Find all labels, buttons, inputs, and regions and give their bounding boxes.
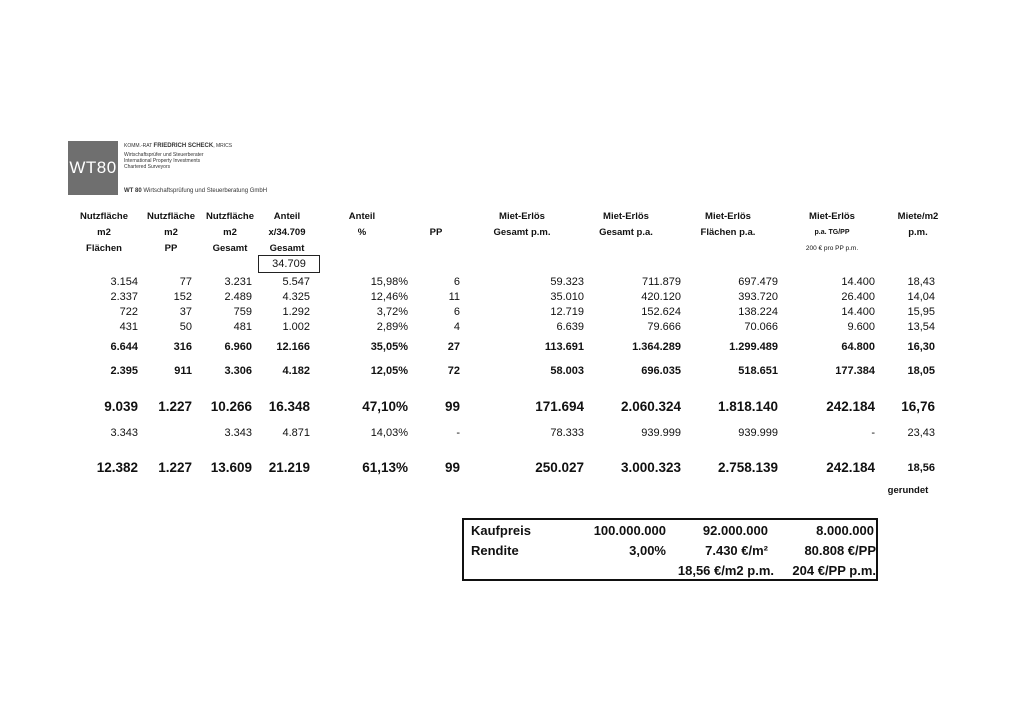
table-cell: 518.651 — [738, 365, 778, 377]
column-header: Gesamt — [212, 243, 248, 254]
table-cell: 431 — [119, 321, 138, 333]
table-cell: 3.000.323 — [620, 460, 681, 475]
total-area-box: 34.709 — [258, 255, 320, 273]
column-header: % — [357, 227, 367, 238]
letterhead-line3: Chartered Surveyors — [124, 164, 171, 170]
table-cell: 12.382 — [96, 460, 138, 475]
table-cell: 21.219 — [268, 460, 310, 475]
column-header: Flächen — [86, 243, 122, 254]
column-header: x/34.709 — [268, 227, 306, 238]
column-header: Miet-Erlös — [499, 211, 545, 222]
price-per-m2: 7.430 €/m² — [705, 543, 768, 558]
kaufpreis-total: 100.000.000 — [593, 523, 666, 538]
table-cell: 1.227 — [158, 460, 192, 475]
column-header: Gesamt p.a. — [599, 227, 653, 238]
table-cell: 99 — [444, 460, 460, 475]
table-cell: 1.292 — [282, 306, 310, 318]
table-cell: 696.035 — [641, 365, 681, 377]
table-cell: - — [456, 427, 460, 439]
letterhead-name: KOMM.-RAT FRIEDRICH SCHECK, MRICS — [124, 143, 233, 149]
table-cell: 9.039 — [104, 399, 138, 414]
column-header: p.m. — [908, 227, 928, 238]
table-cell: 759 — [233, 306, 252, 318]
table-cell: 1.227 — [158, 399, 192, 414]
table-cell: 12.719 — [550, 306, 584, 318]
table-cell: 14,04 — [907, 291, 935, 303]
table-cell: 1.299.489 — [729, 341, 778, 353]
column-header: Anteil — [348, 211, 376, 222]
column-header: Nutzfläche — [205, 211, 255, 222]
table-cell: 481 — [233, 321, 252, 333]
table-cell: 50 — [179, 321, 192, 333]
table-cell: 113.691 — [544, 341, 584, 353]
table-cell: 1.364.289 — [632, 341, 681, 353]
column-header: Gesamt p.m. — [493, 227, 551, 238]
table-cell: 77 — [179, 276, 192, 288]
table-cell: 4.871 — [282, 427, 310, 439]
table-cell: 4.325 — [282, 291, 310, 303]
column-header: PP — [429, 227, 443, 238]
table-cell: 26.400 — [841, 291, 875, 303]
column-header: Miet-Erlös — [809, 211, 855, 222]
table-cell: 14.400 — [841, 276, 875, 288]
column-header: Flächen p.a. — [700, 227, 756, 238]
table-cell: 61,13% — [362, 460, 408, 475]
table-cell: 4.182 — [282, 365, 310, 377]
table-cell: 12.166 — [276, 341, 310, 353]
table-cell: 4 — [453, 321, 460, 333]
table-cell: 2.395 — [110, 365, 138, 377]
table-cell: 72 — [447, 365, 460, 377]
table-cell: 3,72% — [376, 306, 408, 318]
table-cell: 711.879 — [642, 276, 681, 288]
table-cell: 152 — [173, 291, 192, 303]
table-cell: 1.818.140 — [717, 399, 778, 414]
table-cell: 911 — [174, 365, 192, 377]
table-cell: 420.120 — [641, 291, 681, 303]
table-cell: 47,10% — [362, 399, 408, 414]
column-header: Gesamt — [269, 243, 305, 254]
column-header: p.a. TG/PP — [814, 229, 850, 236]
table-cell: 2.489 — [224, 291, 252, 303]
table-cell: 14,03% — [370, 427, 408, 439]
table-cell: 393.720 — [738, 291, 778, 303]
table-cell: 177.384 — [835, 365, 875, 377]
company-logo: WT80 — [68, 141, 118, 195]
table-cell: 18,56 — [907, 462, 935, 474]
column-header: m2 — [97, 227, 111, 238]
column-header: m2 — [223, 227, 237, 238]
table-cell: 242.184 — [826, 399, 875, 414]
table-cell: 9.600 — [847, 321, 875, 333]
table-cell: 2,89% — [376, 321, 408, 333]
table-cell: 18,05 — [907, 365, 935, 377]
column-header: Nutzfläche — [79, 211, 129, 222]
table-cell: 59.323 — [550, 276, 584, 288]
table-cell: 2.337 — [110, 291, 138, 303]
table-cell: 138.224 — [738, 306, 778, 318]
table-cell: 3.343 — [224, 427, 252, 439]
kaufpreis-flaechen: 92.000.000 — [702, 523, 768, 538]
table-cell: 64.800 — [841, 341, 875, 353]
table-cell: 35,05% — [370, 341, 408, 353]
column-header: PP — [164, 243, 178, 254]
table-cell: 3.154 — [110, 276, 138, 288]
table-cell: 15,98% — [370, 276, 408, 288]
table-cell: 250.027 — [535, 460, 584, 475]
table-cell: 6.639 — [556, 321, 584, 333]
letterhead-line1: Wirtschaftsprüfer und Steuerberater — [124, 152, 204, 158]
table-cell: 79.666 — [647, 321, 681, 333]
table-cell: 23,43 — [907, 427, 935, 439]
column-header: Miete/m2 — [897, 211, 939, 222]
table-cell: 242.184 — [826, 460, 875, 475]
table-cell: 6.960 — [224, 341, 252, 353]
table-cell: 10.266 — [210, 399, 252, 414]
table-cell: 2.060.324 — [620, 399, 681, 414]
rent-per-m2: 18,56 €/m2 p.m. — [677, 563, 774, 578]
rent-per-pp: 204 €/PP p.m. — [792, 563, 876, 578]
table-cell: 70.066 — [744, 321, 778, 333]
table-cell: 13.609 — [210, 460, 252, 475]
letterhead-line2: International Property Investments — [124, 158, 201, 164]
letterhead-firm: WT 80 Wirtschaftsprüfung und Steuerberatung GmbH — [124, 188, 268, 194]
table-cell: 3.343 — [110, 427, 138, 439]
table-cell: 37 — [179, 306, 192, 318]
table-cell: 722 — [119, 306, 138, 318]
table-cell: 16,30 — [907, 341, 935, 353]
price-per-pp: 80.808 €/PP — [804, 543, 876, 558]
table-cell: 12,05% — [370, 365, 408, 377]
column-header: Miet-Erlös — [705, 211, 751, 222]
column-header: Nutzfläche — [146, 211, 196, 222]
rendite-value: 3,00% — [629, 543, 666, 558]
table-cell: 14.400 — [841, 306, 875, 318]
table-cell: 12,46% — [370, 291, 408, 303]
table-cell: 2.758.139 — [717, 460, 778, 475]
table-cell: 58.003 — [550, 365, 584, 377]
kaufpreis-pp: 8.000.000 — [816, 523, 874, 538]
table-cell: 6.644 — [110, 341, 138, 353]
table-cell: 939.999 — [738, 427, 778, 439]
table-cell: - — [871, 427, 875, 439]
table-cell: 6 — [453, 276, 460, 288]
table-cell: 15,95 — [907, 306, 935, 318]
column-header: m2 — [164, 227, 178, 238]
table-cell: 939.999 — [641, 427, 681, 439]
table-cell: 1.002 — [282, 321, 310, 333]
table-cell: 697.479 — [738, 276, 778, 288]
table-cell: 5.547 — [282, 276, 310, 288]
table-cell: 27 — [447, 341, 460, 353]
table-cell: 3.306 — [224, 365, 252, 377]
table-cell: 11 — [448, 291, 460, 303]
rounded-note: gerundet — [887, 485, 929, 496]
table-cell: 35.010 — [550, 291, 584, 303]
table-cell: 152.624 — [641, 306, 681, 318]
column-header: Anteil — [273, 211, 301, 222]
rendite-label: Rendite — [471, 543, 519, 558]
table-cell: 18,43 — [907, 276, 935, 288]
table-cell: 16,76 — [901, 399, 935, 414]
table-cell: 316 — [173, 341, 192, 353]
table-cell: 6 — [453, 306, 460, 318]
table-cell: 16.348 — [268, 399, 310, 414]
table-cell: 13,54 — [907, 321, 935, 333]
table-cell: 99 — [444, 399, 460, 414]
table-cell: 171.694 — [535, 399, 584, 414]
kaufpreis-label: Kaufpreis — [471, 523, 531, 538]
table-cell: 3.231 — [224, 276, 252, 288]
table-cell: 78.333 — [550, 427, 584, 439]
column-header: 200 € pro PP p.m. — [805, 245, 859, 252]
column-header: Miet-Erlös — [603, 211, 649, 222]
